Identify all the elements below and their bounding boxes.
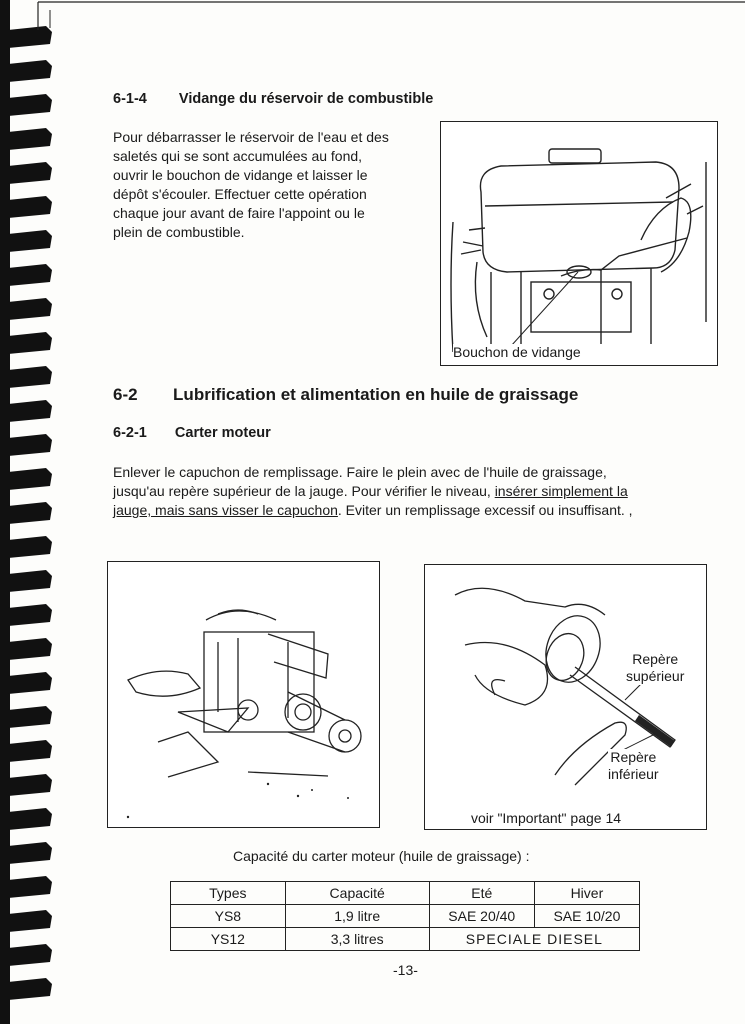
binding-tooth xyxy=(8,536,52,558)
capacity-cell: 1,9 litre xyxy=(285,905,429,928)
section-title: Lubrification et alimentation en huile de graissage xyxy=(173,385,579,404)
winter-oil-cell: SAE 10/20 xyxy=(534,905,639,928)
binding-tooth xyxy=(8,570,52,592)
plain-text: . Eviter un remplissage excessif ou insuffisant. , xyxy=(337,502,633,518)
table-row xyxy=(171,905,640,928)
dipstick-drawing xyxy=(425,565,706,829)
binding-tooth xyxy=(8,774,52,796)
section-number: 6-2-1 xyxy=(113,425,147,441)
header-cell: Capacité xyxy=(285,882,429,905)
label-line: Repère xyxy=(610,749,657,765)
underlined-text: jauge, mais sans visser le capuchon xyxy=(113,502,338,518)
paragraph-line: chaque jour avant de faire l'appoint ou le xyxy=(113,205,365,221)
binding-tooth xyxy=(8,366,52,388)
binding-tooth xyxy=(8,944,52,966)
binding-tooth xyxy=(8,910,52,932)
binding-tooth xyxy=(8,706,52,728)
header-cell: Eté xyxy=(429,882,534,905)
plain-text: jusqu'au repère supérieur de la jauge. Pour vérifier le niveau, xyxy=(113,483,495,499)
paragraph-line: plein de combustible. xyxy=(113,224,245,240)
section-title: Carter moteur xyxy=(174,425,271,441)
binding-tooth xyxy=(8,332,52,354)
section-6-2-1-heading xyxy=(113,425,271,441)
table-row xyxy=(171,928,640,951)
paragraph-line xyxy=(113,482,703,501)
crankcase-paragraph xyxy=(113,463,703,520)
fuel-drain-paragraph xyxy=(113,128,423,242)
binding-tooth xyxy=(8,740,52,762)
capacity-caption: Capacité du carter moteur (huile de graissage) : xyxy=(233,848,530,864)
capacity-cell: 3,3 litres xyxy=(285,928,429,951)
binding-tooth xyxy=(8,468,52,490)
fuel-tank-drain-illustration xyxy=(440,121,718,366)
binding-tooth xyxy=(8,604,52,626)
label-line: Repère xyxy=(632,651,679,667)
binding-tooth xyxy=(8,196,52,218)
section-number: 6-2 xyxy=(113,385,138,404)
binding-tooth xyxy=(8,808,52,830)
page-number: -13- xyxy=(393,962,418,978)
engine-drawing xyxy=(108,562,379,827)
paragraph-line: dépôt s'écouler. Effectuer cette opération xyxy=(113,186,367,202)
engine-oil-filler-illustration xyxy=(107,561,380,828)
binding-tooth xyxy=(8,162,52,184)
paragraph-line: saletés qui se sont accumulées au fond, xyxy=(113,148,363,164)
binding-tooth xyxy=(8,876,52,898)
underlined-text: insérer simplement la xyxy=(494,483,628,499)
oil-capacity-table xyxy=(170,881,640,951)
section-6-1-4-heading xyxy=(113,91,433,107)
paragraph-line xyxy=(113,501,703,520)
paragraph-line: ouvrir le bouchon de vidange et laisser le xyxy=(113,167,368,183)
upper-mark-label xyxy=(626,651,684,685)
paragraph-line: Enlever le capuchon de remplissage. Faire le plein avec de l'huile de graissage, xyxy=(113,464,607,480)
binding-tooth xyxy=(8,128,52,150)
binding-tooth xyxy=(8,842,52,864)
label-line: inférieur xyxy=(608,766,659,782)
header-cell: Hiver xyxy=(534,882,639,905)
dipstick-illustration xyxy=(424,564,707,830)
drain-plug-label: Bouchon de vidange xyxy=(453,344,581,360)
paragraph-line: Pour débarrasser le réservoir de l'eau et des xyxy=(113,129,389,145)
table-header-row xyxy=(171,882,640,905)
label-line: supérieur xyxy=(626,668,685,684)
important-note: voir "Important" page 14 xyxy=(471,810,622,826)
binding-tooth xyxy=(8,230,52,252)
section-title: Vidange du réservoir de combustible xyxy=(178,91,434,107)
binding-tooth xyxy=(8,978,52,1000)
binding-tooth xyxy=(8,638,52,660)
binding-tooth xyxy=(8,502,52,524)
binding-tooth xyxy=(8,94,52,116)
binding-tooth xyxy=(8,298,52,320)
scan-edge xyxy=(30,0,745,30)
fuel-tank-drawing xyxy=(441,122,717,365)
type-cell: YS8 xyxy=(171,905,286,928)
binding-tooth xyxy=(8,434,52,456)
spiral-binding xyxy=(0,0,58,1024)
section-6-2-heading xyxy=(113,385,578,405)
lower-mark-label xyxy=(608,749,659,783)
specks xyxy=(127,783,349,818)
section-number: 6-1-4 xyxy=(113,91,147,107)
summer-oil-cell: SAE 20/40 xyxy=(429,905,534,928)
type-cell: YS12 xyxy=(171,928,286,951)
binding-tooth xyxy=(8,672,52,694)
header-cell: Types xyxy=(171,882,286,905)
oil-type-cell: SPECIALE DIESEL xyxy=(429,928,639,951)
binding-tooth xyxy=(8,60,52,82)
binding-tooth xyxy=(8,264,52,286)
binding-tooth xyxy=(8,400,52,422)
